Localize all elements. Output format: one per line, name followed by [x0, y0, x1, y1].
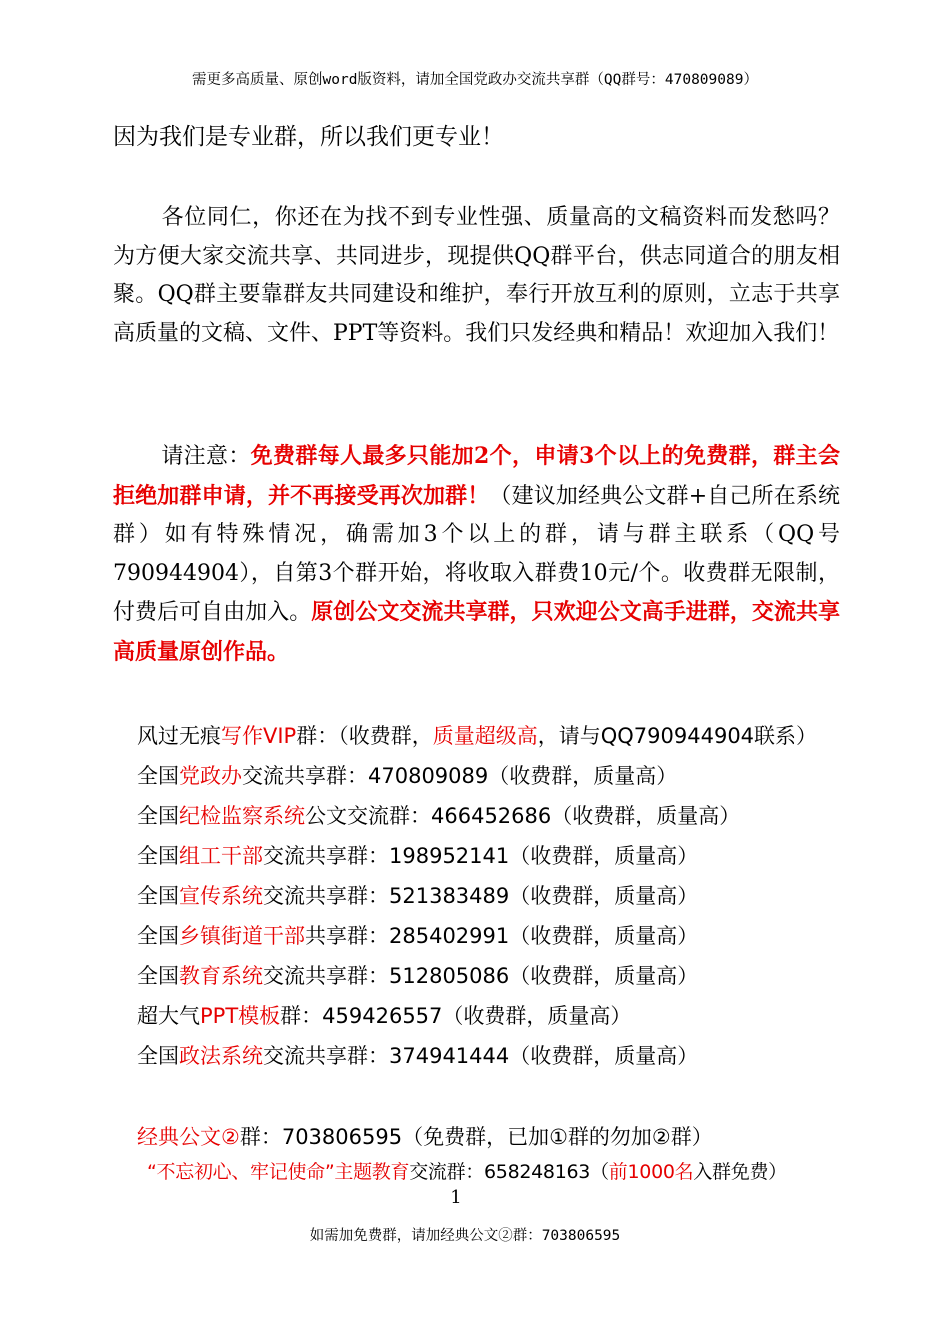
notice-paragraph: [113, 437, 840, 672]
intro-text: 各位同仁，你还在为找不到专业性强、质量高的文稿资料而发愁吗？为方便大家交流共享、共同进步，现提供QQ群平台，供志同道合的朋友相聚。QQ群主要靠群友共同建设和维护，奉行开放互利的原则，立志于共享高质量的文稿、文件、PPT等资料。我们只发经典和精品！欢迎加入我们！: [113, 205, 840, 346]
group-item: 全国组工干部交流共享群：198952141（收费群，质量高）: [137, 844, 699, 868]
group-item: 全国宣传系统交流共享群：521383489（收费群，质量高）: [137, 884, 699, 908]
free-group-2: 经典公文②群：703806595（免费群，已加①群的勿加②群）: [137, 1125, 713, 1149]
group-item: 全国党政办交流共享群：470809089（收费群，质量高）: [137, 764, 678, 788]
group-item: 全国教育系统交流共享群：512805086（收费群，质量高）: [137, 964, 699, 988]
slogan: 因为我们是专业群，所以我们更专业！: [113, 124, 504, 150]
group-item: 风过无痕写作VIP群：（收费群，质量超级高，请与QQ790944904联系）: [137, 724, 818, 748]
group-list: [137, 716, 817, 1076]
notice-lead: 请注意：: [161, 444, 251, 469]
notice-detail: （建议加经典公文群+自己所在系统群）如有特殊情况，确需加3个以上的群，请与群主联系（QQ号790944904），自第3个群开始，将收取入群费10元/个。收费群无限制，付费后可自由加入。: [113, 483, 840, 625]
group-item: 全国乡镇街道干部共享群：285402991（收费群，质量高）: [137, 924, 699, 948]
notice-warning: 免费群每人最多只能加2个，申请3个以上的免费群，群主会拒绝加群申请，并不再接受再次加群！: [113, 443, 840, 509]
group-item: 全国政法系统交流共享群：374941444（收费群，质量高）: [137, 1044, 699, 1068]
page-footer: 如需加免费群，请加经典公文②群：703806595: [309, 1228, 621, 1244]
page-number: 1: [450, 1187, 462, 1208]
group-item: 全国纪检监察系统公文交流群：466452686（收费群，质量高）: [137, 804, 741, 828]
page-header: 需更多高质量、原创word版资料，请加全国党政办交流共享群（QQ群号：470809089）: [192, 72, 758, 88]
intro-paragraph: [113, 199, 840, 353]
theme-education-group: “不忘初心、牢记使命”主题教育交流群：658248163（前1000名入群免费）: [147, 1161, 787, 1183]
group-item: 超大气PPT模板群：459426557（收费群，质量高）: [137, 1004, 632, 1028]
notice-original-group: 原创公文交流共享群，只欢迎公文高手进群，交流共享高质量原创作品。: [113, 599, 840, 665]
